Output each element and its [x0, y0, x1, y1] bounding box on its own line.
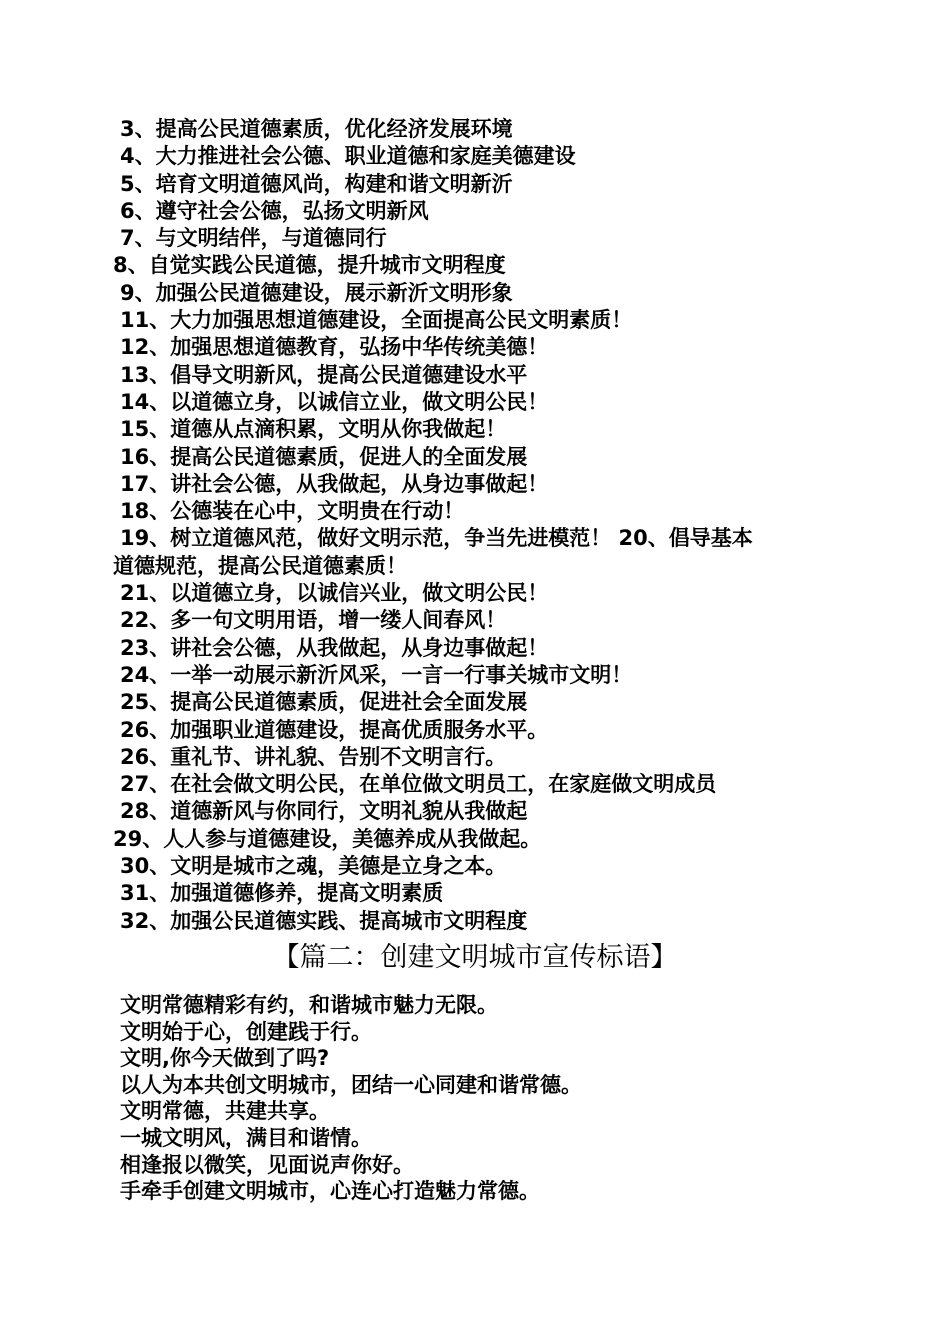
slogan-line: 11、大力加强思想道德建设，全面提高公民文明素质！	[120, 308, 633, 333]
slogan-line: 24、一举一动展示新沂风采，一言一行事关城市文明！	[120, 662, 633, 687]
slogan-line: 31、加强道德修养，提高文明素质	[120, 881, 444, 906]
slogan-line: 19、树立道德风范，做好文明示范，争当先进模范！ 20、倡导基本	[120, 526, 753, 551]
slogan-line: 12、加强思想道德教育，弘扬中华传统美德！	[120, 335, 549, 360]
slogan-line: 13、倡导文明新风，提高公民道德建设水平	[120, 362, 528, 387]
slogan-line: 25、提高公民道德素质，促进社会全面发展	[120, 690, 528, 715]
slogan-line: 26、加强职业道德建设，提高优质服务水平。	[120, 717, 549, 742]
slogan-line: 8、自觉实践公民道德，提升城市文明程度	[113, 253, 506, 278]
section-heading: 【篇二：创建文明城市宣传标语】	[272, 942, 678, 973]
slogan-line: 27、在社会做文明公民，在单位做文明员工，在家庭做文明成员	[120, 772, 717, 797]
slogan-line: 16、提高公民道德素质，促进人的全面发展	[120, 444, 528, 469]
slogan-line: 9、加强公民道德建设，展示新沂文明形象	[120, 280, 513, 305]
slogan-line: 道德规范，提高公民道德素质！	[113, 553, 407, 578]
slogan-line: 文明始于心，创建践于行。	[120, 1019, 372, 1044]
slogan-line: 22、多一句文明用语，增一缕人间春风！	[120, 608, 507, 633]
slogan-line: 文明常德精彩有约，和谐城市魅力无限。	[120, 993, 498, 1017]
slogan-line: 21、以道德立身，以诚信兴业，做文明公民！	[120, 581, 549, 606]
slogan-line: 26、重礼节、讲礼貌、告别不文明言行。	[120, 744, 507, 769]
slogan-line: 18、公德装在心中，文明贵在行动！	[120, 499, 465, 524]
slogan-line: 以人为本共创文明城市，团结一心同建和谐常德。	[120, 1072, 582, 1097]
slogan-line: 手牵手创建文明城市，心连心打造魅力常德。	[120, 1179, 540, 1204]
slogan-line: 相逢报以微笑，见面说声你好。	[120, 1152, 414, 1177]
slogan-line: 文明常德，共建共享。	[120, 1099, 330, 1124]
slogan-line: 23、讲社会公德，从我做起，从身边事做起！	[120, 635, 549, 660]
slogan-line: 4、大力推进社会公德、职业道德和家庭美德建设	[120, 144, 576, 169]
slogan-line: 15、道德从点滴积累，文明从你我做起！	[120, 417, 507, 442]
slogan-line: 3、提高公民道德素质，优化经济发展环境	[120, 117, 513, 141]
slogan-line: 14、以道德立身，以诚信立业，做文明公民！	[120, 389, 549, 414]
slogan-line: 29、人人参与道德建设，美德养成从我做起。	[113, 826, 542, 851]
slogan-line: 17、讲社会公德，从我做起，从身边事做起！	[120, 471, 549, 496]
slogan-line: 6、遵守社会公德，弘扬文明新风	[120, 198, 429, 223]
slogan-line: 30、文明是城市之魂，美德是立身之本。	[120, 854, 507, 879]
slogan-line: 28、道德新风与你同行，文明礼貌从我做起	[120, 799, 528, 824]
slogan-list-part1	[0, 116, 950, 935]
slogan-line: 5、培育文明道德风尚，构建和谐文明新沂	[120, 171, 513, 196]
slogan-line: 文明,你今天做到了吗?	[120, 1046, 330, 1071]
slogan-line: 7、与文明结伴，与道德同行	[120, 226, 387, 251]
slogan-line: 32、加强公民道德实践、提高城市文明程度	[120, 908, 528, 933]
slogan-list-part2	[0, 992, 950, 1205]
slogan-line: 一城文明风，满目和谐情。	[120, 1125, 372, 1150]
